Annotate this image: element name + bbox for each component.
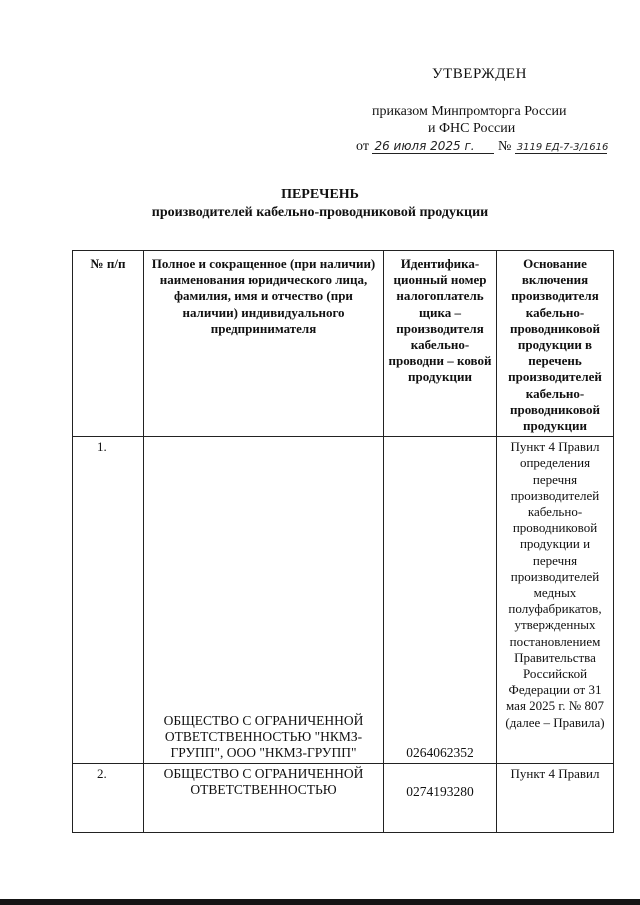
col-header-inn: Идентифика-ционный номер налогоплатель щика – производителя кабельно-проводни – ковой продукции xyxy=(384,251,497,437)
inclusion-basis: Пункт 4 Правил определения перечня производителей кабельно-проводниковой продукции и перечня производителей медных полуфабрикатов, утвержденных постановлением Правительства Российской Федерации от 31 мая 2025 г. № 807 (далее – Правила) xyxy=(497,437,614,764)
document-subtitle: производителей кабельно-проводниковой продукции xyxy=(151,205,489,220)
document-title: ПЕРЕЧЕНЬ xyxy=(281,187,359,202)
number-prefix: № xyxy=(497,139,512,154)
table-header-row xyxy=(73,251,614,437)
inclusion-basis: Пункт 4 Правил xyxy=(497,764,614,833)
producer-inn: 0264062352 xyxy=(384,437,497,764)
producer-inn: 0274193280 xyxy=(384,764,497,833)
col-header-number: № п/п xyxy=(73,251,144,437)
order-line-1: приказом Минпромторга России xyxy=(372,104,567,119)
row-number: 1. xyxy=(73,437,144,764)
date-prefix: от xyxy=(356,139,369,154)
col-header-name: Полное и сокращенное (при наличии) наименования юридического лица, фамилия, имя и отчество (при наличии) индивидуального предпринимателя xyxy=(144,251,384,437)
col-header-basis: Основание включения производителя кабельно-проводниковой продукции в перечень производителей кабельно-проводниковой продукции xyxy=(497,251,614,437)
producer-name: ОБЩЕСТВО С ОГРАНИЧЕННОЙ ОТВЕТСТВЕННОСТЬЮ xyxy=(144,764,384,833)
table-row xyxy=(73,764,614,833)
producer-name: ОБЩЕСТВО С ОГРАНИЧЕННОЙ ОТВЕТСТВЕННОСТЬЮ "НКМЗ-ГРУПП", ООО "НКМЗ-ГРУПП" xyxy=(144,437,384,764)
producers-table xyxy=(72,250,614,833)
order-date-line xyxy=(356,139,607,155)
approved-label: УТВЕРЖДЕН xyxy=(432,66,527,82)
row-number: 2. xyxy=(73,764,144,833)
scan-edge-bar xyxy=(0,899,640,905)
table-row xyxy=(73,437,614,764)
handwritten-number: 3119 ЕД-7-3/1616 xyxy=(516,142,609,153)
handwritten-date: 26 июля 2025 г. xyxy=(372,139,494,154)
order-line-2: и ФНС России xyxy=(428,121,516,136)
